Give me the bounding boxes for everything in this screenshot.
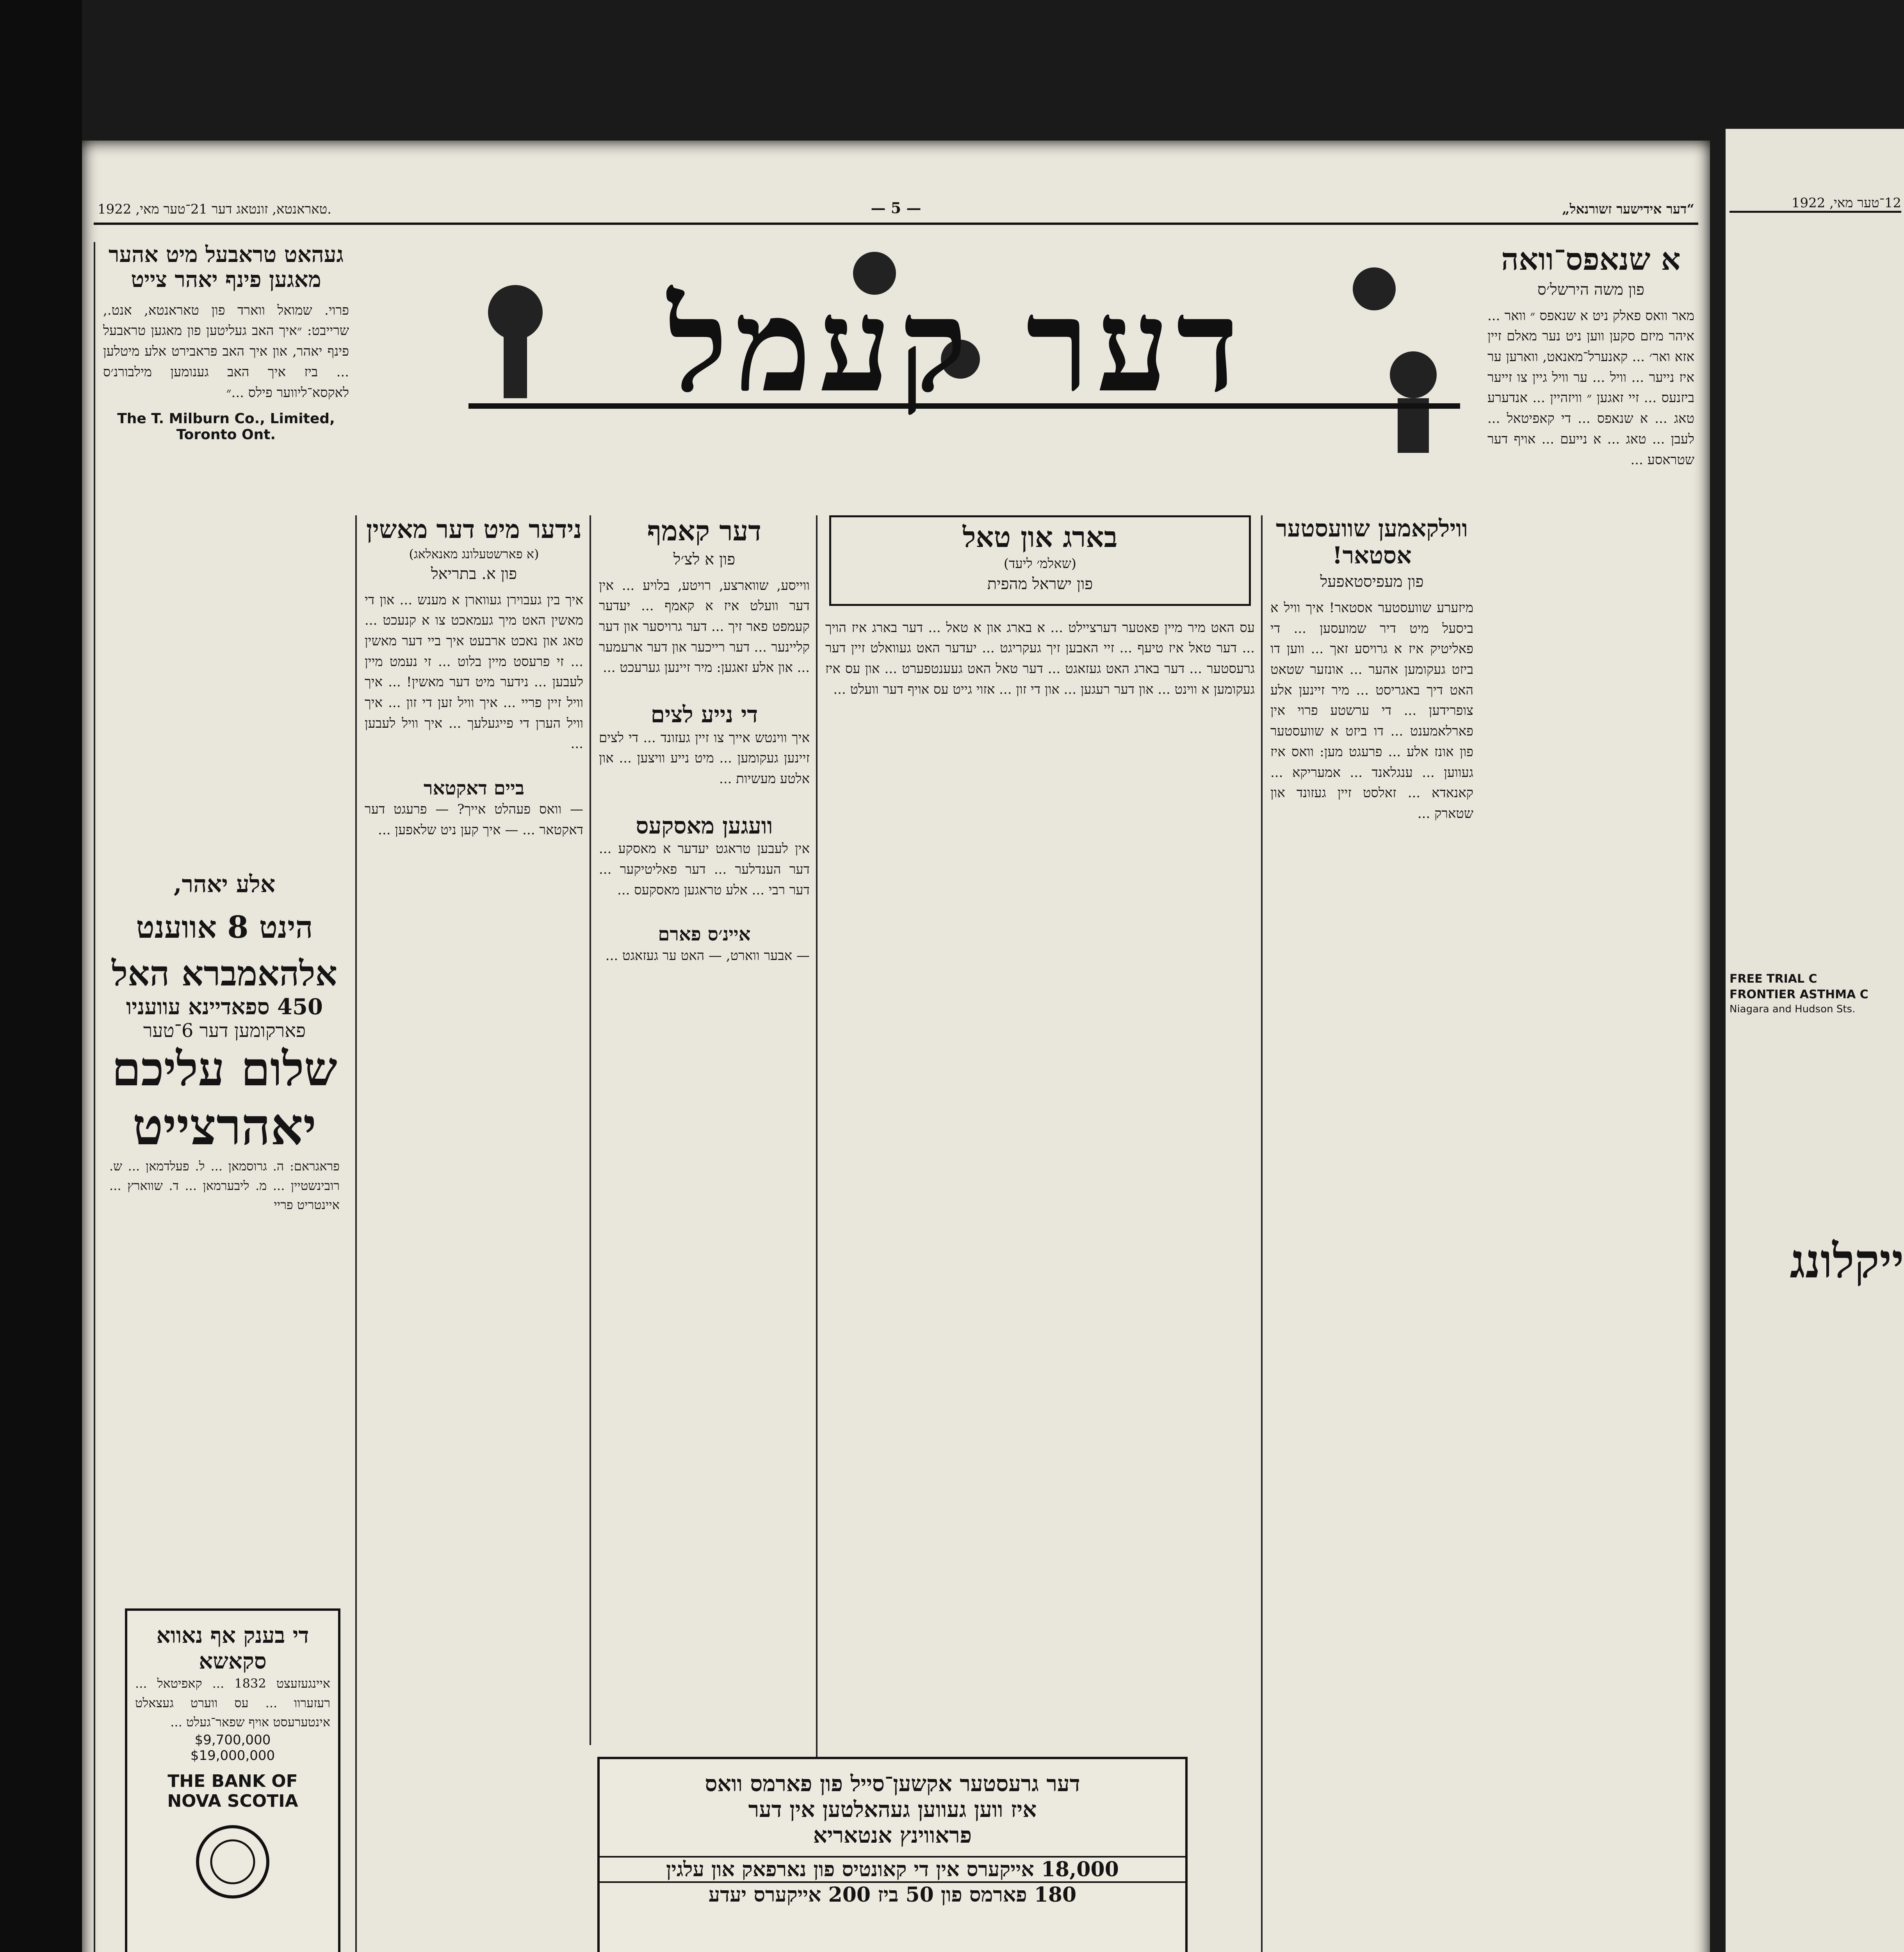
- theatre-ad-yortsayt: יאהרצייט: [132, 1097, 317, 1156]
- headline-mashin: נידער מיט דער מאשין: [366, 515, 582, 544]
- bank-ad-total: $19,000,000: [190, 1747, 275, 1763]
- column-shnaps-vokh: [1480, 242, 1702, 1952]
- theatre-ad-sholem-aleichem: שלום עליכם: [112, 1042, 337, 1097]
- header-page-number: — 5 —: [871, 199, 921, 217]
- column-barg-un-tol: [816, 515, 1263, 1952]
- farm-ad-line4: 18,000 אייקערס אין די קאונטיס פון נארפאק און עלגין: [600, 1856, 1185, 1883]
- headline-naye-leytsim: די נייע לצים: [650, 701, 758, 728]
- theatre-ad-address: 450 ספאדיינא עוועניו: [126, 994, 323, 1020]
- microfilm-border: [0, 0, 82, 1952]
- headline-eyns-farm: איינ׳ס פארם: [658, 923, 751, 946]
- page-header: [94, 199, 1698, 225]
- bank-ad-capital: $9,700,000: [194, 1732, 271, 1748]
- bank-ad-title: די בענק אף נאווא סקאשא: [156, 1623, 309, 1674]
- bank-of-nova-scotia-ad: [125, 1608, 340, 1952]
- farm-ad-line2: איז ווען געווען געהאלטען אין דער: [748, 1797, 1037, 1822]
- headline-maskes: וועגען מאסקעס: [636, 812, 773, 839]
- article-bam-doktor: — וואס פעהלט אייך? — פרעגט דער דאקטאר ... — איך קען ניט שלאפען ...: [365, 801, 583, 838]
- article-welcome-astor: מיזערע שוועסטער אסטאר! איך וויל א ביסעל מיט דיר שמועסען ... די פאליטיק איז א גרויסע זאך ... ווען דו ביזט געקומען אהער ... אונזער שטאט האט דיך באגריסט ... מיר זיינען אלע צופרידען ... די ערשטע פרוי אין פארלאמענט ... דו ביזט א שוועסטער פון אונז אלע ... פרעגט מען: וואס איז געווען ... ענגלאנד ... אמעריקא ... קאנאדא ... זאלסט זיין געזונד און שטארק ...: [1270, 600, 1473, 821]
- article-maskes: אין לעבען טראגט יעדער א מאסקע ... דער הענדלער ... דער פאליטיקער ... דער רבי ... אלע טראגען מאסקעס ...: [599, 841, 810, 898]
- bank-ad-body: איינגעזעצט 1832 ... קאפיטאל ... רעזערוו ... עס ווערט געצאלט אינטערעסט אויף שפאר־געלט ...: [135, 1676, 331, 1730]
- farm-auction-ad: [597, 1757, 1188, 1952]
- theatre-ad-time: הינט 8 אווענט: [136, 910, 313, 945]
- barg-un-tol-tag: (שאלמ׳ ליעד): [1003, 556, 1077, 572]
- bank-seal-logo: [194, 1823, 272, 1901]
- byline-welcome-astor: פון מעפיסטאפעל: [1320, 573, 1424, 591]
- article-eyns-farm: — אבער ווארט, — האט ער געזאגט ...: [605, 948, 810, 964]
- byline-der-kamf: פון א לצ׳ל: [673, 550, 736, 568]
- theatre-ad-hall: אלהאמברא האל: [111, 953, 337, 994]
- article-naye-leytsim: איך ווינטש אייך צו זיין געזונד ... די לצים זיינען געקומען ... מיט נייע וויצען ... און אלטע מעשיות ...: [599, 730, 810, 787]
- headline-bam-doktor: ביים דאקטאר: [424, 777, 524, 800]
- byline-mashin: פון א. בתריאל: [431, 565, 517, 583]
- article-mashin: איך בין געבוירן געווארן א מענש ... און די מאשין האט מיך געמאכט צו א קנעכט ... טאג און נאכט ארבעט איך ביי דער מאשין ... זי פרעסט מיין בלוט ... זי נעמט מיין לעבען ... נידער מיט דער מאשין! ... איך וויל זיין פריי ... איך וויל זען די זון ... איך וויל הערן די פייגעלעך ... איך וויל לעבען ...: [365, 592, 583, 752]
- milburn-company: The T. Milburn Co., Limited, Toronto Ont.: [117, 411, 335, 443]
- adjacent-big-word: ייקלונג: [1790, 1234, 1904, 1289]
- theatre-ad-occasion: פארקומען דער 6־טער: [143, 1020, 306, 1042]
- theatre-ad: [102, 871, 347, 1495]
- headline-shnaps-vokh: א שנאפס־וואה: [1501, 242, 1681, 277]
- adjacent-ad-1: FREE TRIAL C: [1729, 972, 1817, 986]
- farm-ad-line5: 180 פארמס פון 50 ביז 200 אייקערס יעדע: [708, 1883, 1077, 1907]
- masthead-title: דער קעמל: [668, 269, 1245, 421]
- article-shnaps-vokh: מאר וואס פאלק ניט א שנאפס ״ וואר ... איהר מיזם סקען ווען ניט נער מאלם זיין אזא ואר׳ ... קאנערל־מאנאט, ווארען ער איז נייער ... וויל ... ער וויל גיין צו זייער ביזנעס ... זיי זאגען ״ וויזהיין ... אנדערע טאג ... א שנאפס ... די קאפיטאל ... לעבן ... טאג ... א נייעם ... אויף דער שטראסע ...: [1487, 308, 1694, 468]
- headline-mogn-trouble: געהאט טראבעל מיט אהער מאגען פינף יאהר צייט: [109, 242, 344, 293]
- barg-un-tol-title-box: [829, 515, 1251, 606]
- column-der-kamf: [590, 515, 818, 1745]
- headline-der-kamf: דער קאמף: [647, 515, 762, 547]
- masthead: [445, 242, 1468, 476]
- farm-ad-line3: פראווינץ אנטאריא: [813, 1822, 972, 1848]
- headline-welcome-astor: ווילקאמען שוועסטער אסטאר!: [1276, 515, 1468, 569]
- newspaper-page: [82, 141, 1710, 1952]
- theatre-ad-line1: אלע יאהר,: [173, 871, 276, 898]
- byline-shnaps-vokh: פון משה הירשל׳ס: [1537, 280, 1645, 299]
- byline-barg-un-tol: פון ישראל מהפית: [987, 575, 1093, 593]
- farm-ad-line1: דער גרעסטער אקשען־סייל פון פארמס וואס: [705, 1771, 1080, 1797]
- article-der-kamf: ווייסע, שווארצע, רויטע, בלויע ... אין דער וועלט איז א קאמף ... יעדער קעמפט פאר זיך ... דער גרויסער און דער קליינער ... דער רייכער און דער ארעמער ... און אלע זאגען: מיר זיינען גערעכט ...: [599, 577, 810, 676]
- adjacent-header: 12־טער מאי, 1922: [1729, 195, 1901, 213]
- bank-ad-name-1: THE BANK OF: [167, 1771, 298, 1791]
- article-barg-un-tol: עס האט מיר מיין פאטער דערציילט ... א בארג און א טאל ... דער בארג איז הויך ... דער טאל איז טיעף ... זיי האבען זיך געקריגט ... יעדער האט געוואלט זיין דער גרעסטער ... דער בארג האט געזאגט ... דער טאל האט געענטפערט ... און עס איז געקומען א ווינט ... און דער רעגען ... און די זון ... אזוי גייט עס אויף דער וועלט ...: [825, 620, 1255, 697]
- column-welcome-astor: [1261, 515, 1481, 1952]
- adjacent-ad-3: Niagara and Hudson Sts.: [1729, 1003, 1856, 1015]
- header-paper-name: „דער אידישער זשורנאל“: [1562, 201, 1694, 217]
- mashin-note: (א פארשטעלונג מאנאלאג): [409, 546, 539, 561]
- bank-ad-name-2: NOVA SCOTIA: [167, 1791, 298, 1811]
- headline-barg-un-tol: בארג און טאל: [962, 520, 1118, 554]
- header-date: טאראנטא, זונטאג דער 21־טער מאי, 1922.: [98, 201, 331, 217]
- column-mashin: [355, 515, 591, 1952]
- theatre-ad-program: פראגראם: ה. גרוסמאן ... ל. פעלדמאן ... ש. רובינשטיין ... מ. ליבערמאן ... ד. שווארץ ... איינטריט פריי: [109, 1159, 340, 1213]
- adjacent-page: [1726, 129, 1904, 1952]
- article-mogn-trouble: פרוי. שמואל ווארד פון טאראנטא, אנט., שרייבט: ״איך האב געליטען פון מאגען טראבעל פינף יאהר, און איך האב פראבירט אלע מיטלען ... ביז איך האב גענומען מילבורנ׳ס לאקסא־ליווער פילס ...״: [103, 302, 349, 401]
- adjacent-ad-2: FRONTIER ASTHMA C: [1729, 988, 1868, 1001]
